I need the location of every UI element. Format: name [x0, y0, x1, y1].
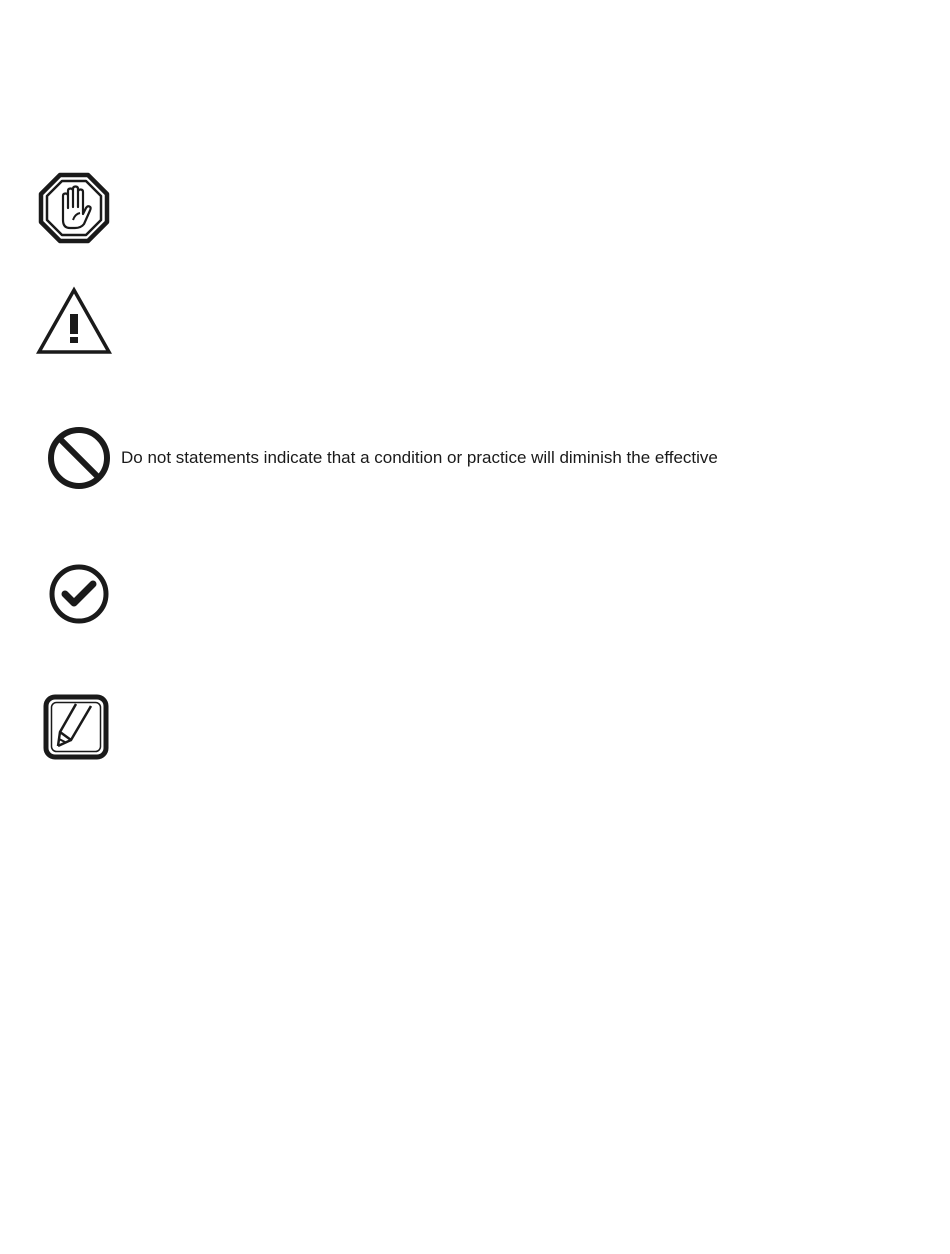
symbol-row-recommended	[36, 556, 916, 632]
symbol-description: Do not statements indicate that a condition or practice will diminish the effective	[121, 448, 718, 467]
warning-triangle-icon	[36, 284, 112, 360]
stop-hand-icon	[36, 170, 112, 246]
prohibited-icon	[36, 420, 112, 496]
symbol-row-prohibited	[36, 420, 916, 496]
symbol-row-stop	[36, 170, 916, 246]
symbol-row-note	[36, 690, 916, 766]
note-pencil-icon	[36, 690, 112, 766]
checkmark-circle-icon	[36, 556, 112, 632]
symbol-row-caution	[36, 284, 916, 360]
